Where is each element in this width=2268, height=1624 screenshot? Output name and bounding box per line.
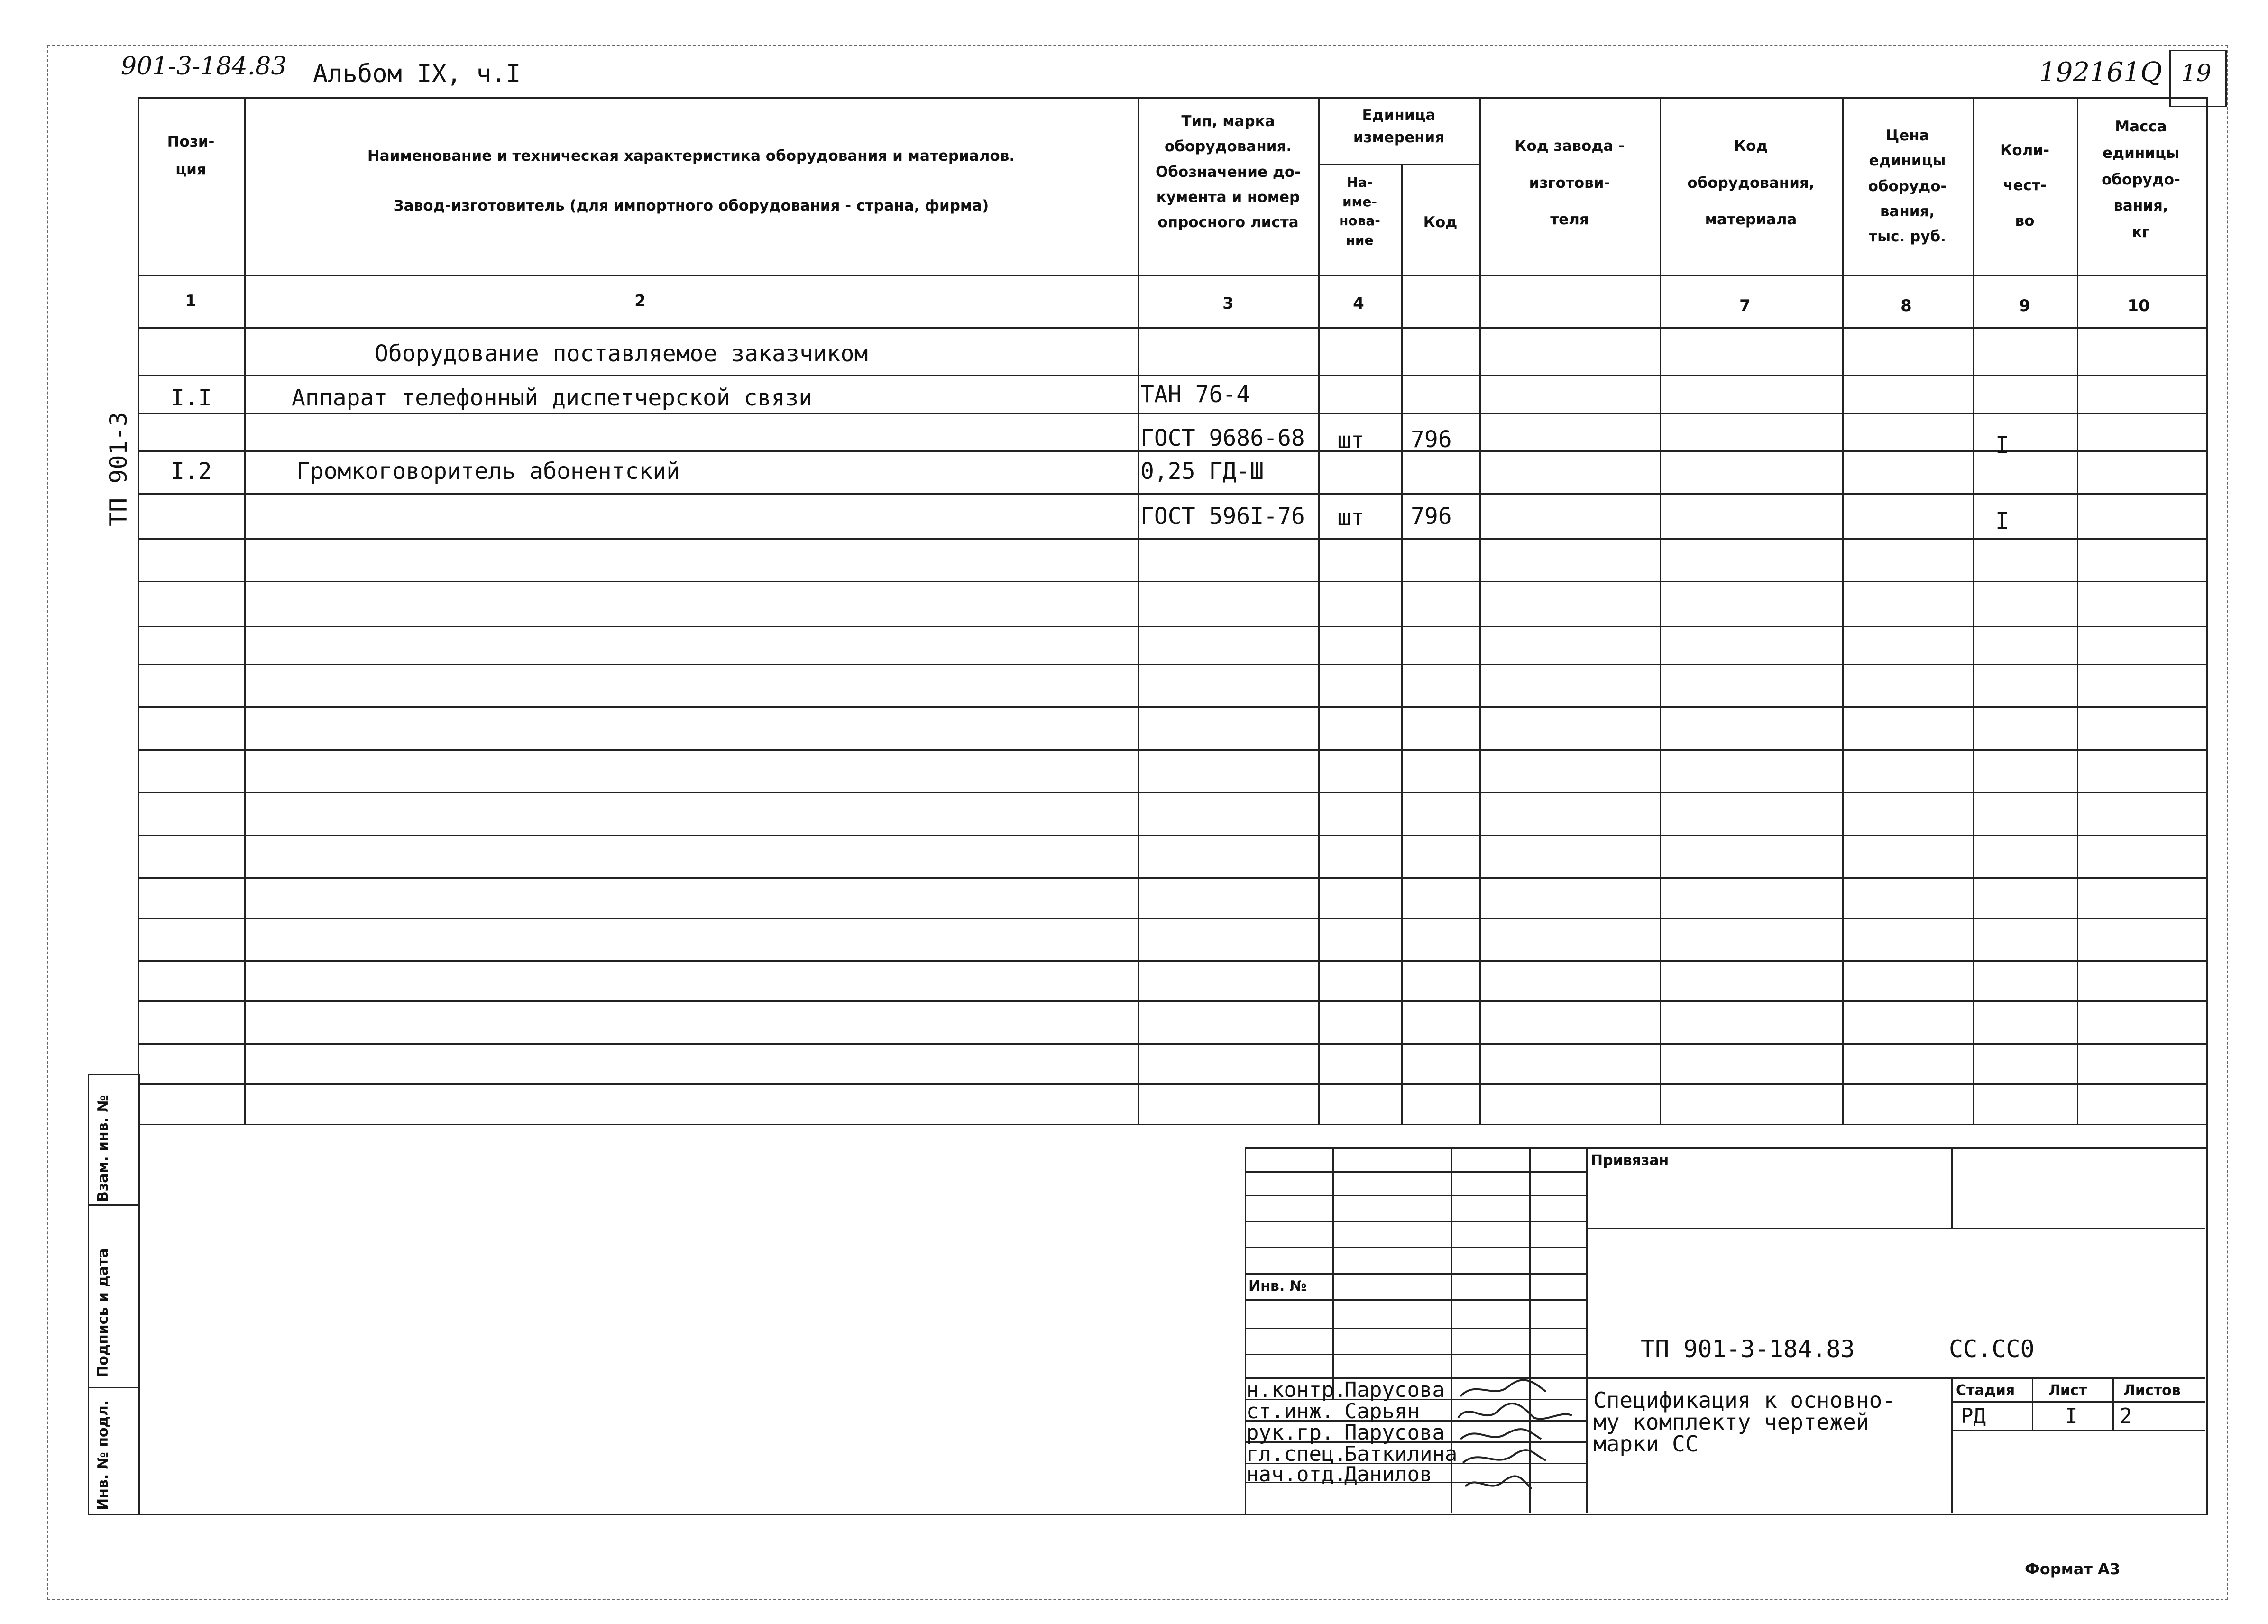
header-unit-name: На- име- нова- ние [1339,174,1380,248]
header-name-line2: Завод-изготовитель (для импортного оборудования - страна, фирма) [393,197,989,214]
row3-name: Громкоговоритель абонентский [296,458,680,485]
header-price: Цена единицы оборудо- вания, тыс. руб. [1868,127,1947,246]
person-role: рук.гр. [1246,1421,1334,1445]
row1-pos: I.I [171,385,212,411]
person-name: Сарьян [1344,1399,1420,1423]
col-number-10: 10 [2127,296,2150,315]
col-number-3: 3 [1222,294,1234,313]
col-number-1: 1 [185,292,196,311]
privyazan-label: Привязан [1591,1152,1669,1169]
person-name: Баткилина [1344,1442,1458,1466]
signature-3 [1460,1429,1541,1439]
sheet-label: Лист [2048,1382,2087,1399]
sheet-corner-number: 19 [2181,59,2212,87]
header-unit-code: Код [1423,214,1458,231]
header-name-line1: Наименование и техническая характеристика оборудования и материалов. [367,147,1015,165]
row4-unit: шт [1337,505,1365,531]
side-stamp-sign-date: Подпись и дата [95,1248,111,1377]
side-stamp-replace-inv: Взам. инв. № [95,1095,111,1202]
doc-title: Спецификация к основно- му комплекту чертежей марки СС [1593,1387,1895,1457]
row4-type: ГОСТ 596I-76 [1140,503,1305,530]
signature-1 [1460,1380,1546,1396]
row4-qty: I [1995,508,2009,534]
col-number-9: 9 [2019,296,2030,315]
signatures [1451,1377,1589,1513]
doc-mark: СС.СС0 [1949,1335,2035,1363]
person-role: ст.инж. [1246,1399,1334,1423]
sheet-value: I [2065,1404,2078,1428]
header-qty: Коли- чест- во [2000,142,2049,229]
row3-pos: I.2 [171,458,212,485]
row3-type: 0,25 ГД-Ш [1140,458,1264,485]
stage-value: РД [1961,1404,1986,1428]
person-name: Парусова [1344,1421,1445,1445]
col-number-2: 2 [634,292,646,311]
person-name: Парусова [1344,1378,1445,1402]
person-role: нач.отд. [1246,1462,1347,1486]
header-type: Тип, марка оборудования. Обозначение до- кумента и номер опросного листа [1155,113,1301,231]
album-code: 901-3-184.83 [121,52,287,81]
section-title: Оборудование поставляемое заказчиком [375,340,868,367]
person-role: н.контр. [1246,1378,1347,1402]
signature-4 [1463,1450,1546,1463]
col-number-8: 8 [1901,296,1912,315]
doc-code: ТП 901-3-184.83 [1641,1335,1855,1363]
row2-code: 796 [1411,426,1452,453]
header-unit-group: Единица измерения [1353,107,1445,146]
signature-5 [1465,1476,1532,1489]
side-stamp-inv-orig: Инв. № подл. [95,1400,111,1510]
signature-2 [1458,1404,1572,1419]
format-label: Формат А3 [2025,1560,2121,1578]
row1-name: Аппарат телефонный диспетчерской связи [292,385,813,411]
row2-qty: I [1995,432,2009,459]
row4-code: 796 [1411,503,1452,530]
header-factory-code: Код завода - изготови- теля [1515,138,1625,228]
col-number-7: 7 [1739,296,1751,315]
col-number-4: 4 [1353,294,1364,313]
inv-no-label: Инв. № [1249,1278,1307,1294]
header-mass: Масса единицы оборудо- вания, кг [2102,118,2180,241]
row1-type: ТАН 76-4 [1140,381,1250,408]
header-pos: Пози- ция [167,133,215,178]
stage-label: Стадия [1956,1382,2015,1399]
row2-unit: шт [1337,427,1365,454]
sheets-value: 2 [2120,1404,2132,1428]
side-code: ТП 901-3 [105,412,132,526]
sheets-label: Листов [2123,1382,2181,1399]
row2-type: ГОСТ 9686-68 [1140,425,1305,451]
person-role: гл.спец. [1246,1442,1347,1466]
header-equip-code: Код оборудования, материала [1687,138,1815,228]
person-name: Данилов [1344,1462,1432,1486]
reg-number: 192161Q [2039,57,2162,88]
album-title: Альбом IX, ч.I [313,60,521,88]
